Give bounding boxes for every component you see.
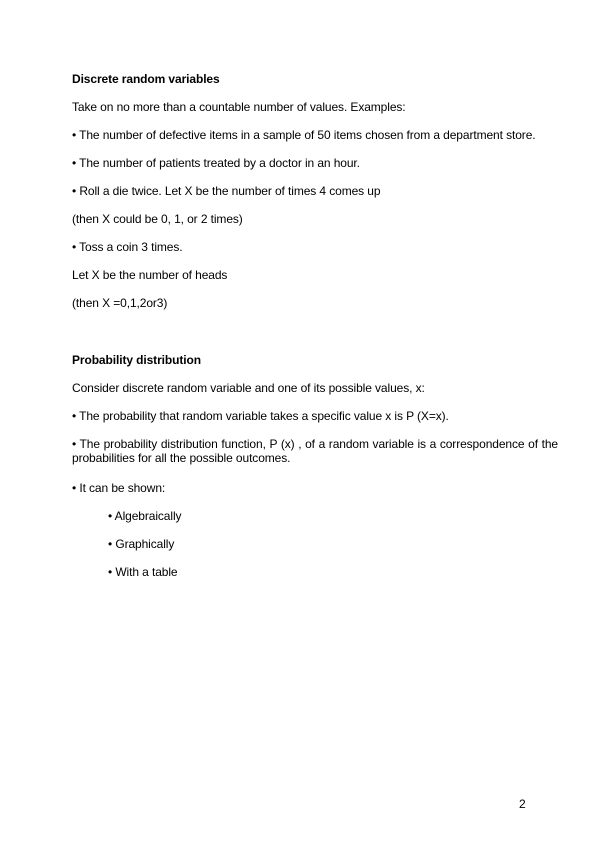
bullet-toss-coin: • Toss a coin 3 times.: [72, 240, 183, 254]
bullet-distribution-function: • The probability distribution function, P (x) , of a random variable is a correspondence of the probabilities for all the possible outcomes.: [72, 437, 558, 465]
bullet-roll-die-note: (then X could be 0, 1, or 2 times): [72, 212, 243, 226]
sub-item-with-a-table: • With a table: [108, 565, 178, 579]
sub-item-algebraically: • Algebraically: [108, 509, 182, 523]
bullet-can-be-shown: • It can be shown:: [72, 481, 166, 495]
section-intro-text: Take on no more than a countable number of values. Examples:: [72, 100, 406, 114]
page-number: 2: [519, 797, 526, 811]
bullet-patients-treated: • The number of patients treated by a doctor in an hour.: [72, 156, 360, 170]
bullet-toss-coin-line2: Let X be the number of heads: [72, 268, 228, 282]
section-heading-discrete-random-variables: Discrete random variables: [72, 72, 220, 86]
sub-item-graphically: • Graphically: [108, 537, 175, 551]
bullet-defective-items: • The number of defective items in a sample of 50 items chosen from a department store.: [72, 128, 536, 142]
section-heading-probability-distribution: Probability distribution: [72, 353, 201, 367]
section-intro-text: Consider discrete random variable and one of its possible values, x:: [72, 381, 425, 395]
bullet-toss-coin-note: (then X =0,1,2or3): [72, 296, 168, 310]
bullet-specific-value-probability: • The probability that random variable takes a specific value x is P (X=x).: [72, 409, 449, 423]
bullet-roll-die: • Roll a die twice. Let X be the number of times 4 comes up: [72, 184, 381, 198]
